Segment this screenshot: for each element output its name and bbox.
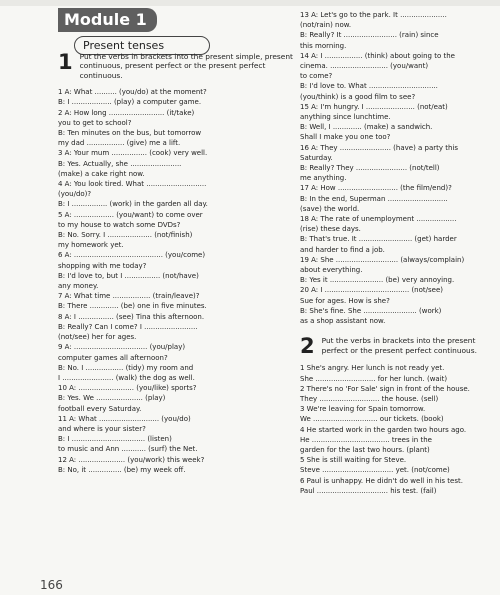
exercise-line: football every Saturday. xyxy=(58,404,142,413)
exercise-2 xyxy=(300,363,490,496)
exercise-line: you to get to school? xyxy=(58,118,132,127)
exercise-line: (make) a cake right now. xyxy=(58,169,145,178)
exercise-line: about everything. xyxy=(300,266,363,275)
exercise-line: B: Well, I ............. (make) a sandwich. xyxy=(300,123,433,132)
exercise-line: 4 He started work in the garden two hours ago. xyxy=(300,425,467,434)
exercise-line: (save) the world. xyxy=(300,204,360,213)
topic-title: Present tenses xyxy=(74,36,210,55)
exercise-line: B: That's true. It ........................ (get) harder xyxy=(300,235,457,244)
exercise-line: B: Yes. We ..................... (play) xyxy=(58,394,166,403)
task-instruction: Put the verbs in brackets into the present perfect or the present perfect continuous. xyxy=(321,336,477,355)
exercise-line: 4 A: You look tired. What ........................... xyxy=(58,180,207,189)
exercise-line: B: No. Sorry. I .................... (not/finish) xyxy=(58,231,193,240)
right-column xyxy=(300,10,490,496)
exercise-line: B: She's fine. She ........................ (work) xyxy=(300,306,442,315)
exercise-line: my dad ................. (give) me a lift. xyxy=(58,139,181,148)
exercise-line: 3 We're leaving for Spain tomorrow. xyxy=(300,405,426,414)
exercise-line: 6 A: ........................................ (you/come) xyxy=(58,251,206,260)
exercise-line: B: I ................................. (listen) xyxy=(58,435,172,444)
exercise-line: to come? xyxy=(300,72,333,81)
page-number: 166 xyxy=(40,578,63,592)
exercise-line: B: Ten minutes on the bus, but tomorrow xyxy=(58,129,202,138)
task-number: 1 xyxy=(58,50,73,74)
exercise-line: anything since lunchtime. xyxy=(300,113,391,122)
exercise-line: Sue for ages. How is she? xyxy=(300,296,390,305)
exercise-line: 6 Paul is unhappy. He didn't do well in his test. xyxy=(300,476,463,485)
exercise-line: 16 A: They ....................... (have) a party this xyxy=(300,143,459,152)
exercise-1-left xyxy=(58,87,296,475)
exercise-line: (you/think) is a good film to see? xyxy=(300,92,416,101)
exercise-line: computer games all afternoon? xyxy=(58,353,168,362)
task-number: 2 xyxy=(300,334,315,359)
exercise-line: B: Really? They ....................... (not/tell) xyxy=(300,164,440,173)
exercise-line: (not/rain) now. xyxy=(300,21,352,30)
exercise-line: Shall I make you one too? xyxy=(300,133,391,142)
exercise-line: my homework yet. xyxy=(58,241,124,250)
exercise-line: 2 A: How long ......................... (it/take) xyxy=(58,108,195,117)
exercise-line: B: Yes it ........................ (be) very annoying. xyxy=(300,276,455,285)
top-bar xyxy=(0,0,500,6)
exercise-line: 5 She is still waiting for Steve. xyxy=(300,456,407,465)
exercise-line: They ........................... the house. (sell) xyxy=(300,394,439,403)
task-instruction: Put the verbs in brackets into the present simple, present continuous, present perfect or the present perfect continuous. xyxy=(79,52,293,80)
task-1-heading xyxy=(58,52,296,80)
exercise-line: and where is your sister? xyxy=(58,424,146,433)
exercise-line: B: I'd love to. What ............................... xyxy=(300,82,438,91)
exercise-line: 3 A: Your mum ................ (cook) very well. xyxy=(58,149,208,158)
exercise-line: to my house to watch some DVDs? xyxy=(58,220,181,229)
exercise-line: B: I ................ (work) in the garden all day. xyxy=(58,200,208,209)
exercise-line: cinema. .......................... (you/want) xyxy=(300,62,429,71)
exercise-1-right xyxy=(300,10,490,326)
exercise-line: 12 A: ..................... (you/work) this week? xyxy=(58,455,205,464)
page-header xyxy=(58,8,228,55)
exercise-line: 5 A: .................. (you/want) to come over xyxy=(58,210,203,219)
exercise-line: shopping with me today? xyxy=(58,261,147,270)
module-title: Module 1 xyxy=(58,8,157,32)
exercise-line: (you/do)? xyxy=(58,190,92,199)
exercise-line: Paul ................................ his test. (fail) xyxy=(300,486,437,495)
exercise-line: 13 A: Let's go to the park. It ..................... xyxy=(300,11,447,19)
exercise-line: 7 A: What time ................. (train/leave)? xyxy=(58,292,200,301)
exercise-line: this morning. xyxy=(300,41,347,50)
exercise-line: (rise) these days. xyxy=(300,225,361,234)
exercise-line: 10 A: ......................... (you/like) sports? xyxy=(58,384,197,393)
exercise-line: B: In the end, Superman ........................... xyxy=(300,194,448,203)
left-column xyxy=(58,52,296,475)
exercise-line: We ............................. our tickets. (book) xyxy=(300,415,444,424)
exercise-line: 19 A: She ............................ (always/complain) xyxy=(300,255,465,264)
exercise-line: B: Really? Can I come? I ........................ xyxy=(58,322,198,331)
exercise-line: B: I'd love to, but I ................ (not/have) xyxy=(58,271,199,280)
exercise-line: 8 A: I ................ (see) Tina this afternoon. xyxy=(58,312,205,321)
exercise-line: (not/see) her for ages. xyxy=(58,333,137,342)
exercise-line: me anything. xyxy=(300,174,347,183)
exercise-line: Steve ................................ yet. (not/come) xyxy=(300,466,450,475)
exercise-line: B: I .................. (play) a computer game. xyxy=(58,98,202,107)
exercise-line: any money. xyxy=(58,282,99,291)
exercise-line: 1 A: What .......... (you/do) at the moment? xyxy=(58,88,207,97)
exercise-line: She ........................... for her lunch. (wait) xyxy=(300,374,448,383)
exercise-line: I ....................... (walk) the dog as well. xyxy=(58,373,195,382)
exercise-line: to music and Ann ........... (surf) the Net. xyxy=(58,445,198,454)
exercise-line: and harder to find a job. xyxy=(300,245,385,254)
exercise-line: 18 A: The rate of unemployment .................. xyxy=(300,215,457,224)
exercise-line: 2 There's no 'For Sale' sign in front of the house. xyxy=(300,384,470,393)
exercise-line: 17 A: How ........................... (the film/end)? xyxy=(300,184,452,193)
exercise-line: B: No, it ............... (be) my week off. xyxy=(58,465,186,474)
exercise-line: B: No. I ................. (tidy) my room and xyxy=(58,363,194,372)
exercise-line: as a shop assistant now. xyxy=(300,317,386,326)
exercise-line: 15 A: I'm hungry. I ...................... (not/eat) xyxy=(300,102,448,111)
exercise-line: 14 A: I ................. (think) about going to the xyxy=(300,51,455,60)
exercise-line: He ................................... trees in the xyxy=(300,435,432,444)
exercise-line: Saturday. xyxy=(300,153,333,162)
exercise-line: 1 She's angry. Her lunch is not ready yet. xyxy=(300,364,445,373)
exercise-line: 20 A: I ...................................... (not/see) xyxy=(300,286,443,295)
exercise-line: 11 A: What ........................... (you/do) xyxy=(58,414,191,423)
exercise-line: garden for the last two hours. (plant) xyxy=(300,445,430,454)
exercise-line: B: Really? It ........................ (rain) since xyxy=(300,31,439,40)
exercise-line: 9 A: ................................. (you/play) xyxy=(58,343,186,352)
task-2-heading xyxy=(300,334,490,359)
exercise-line: B: Yes. Actually, she ....................... xyxy=(58,159,182,168)
exercise-line: B: There ............. (be) one in five minutes. xyxy=(58,302,207,311)
